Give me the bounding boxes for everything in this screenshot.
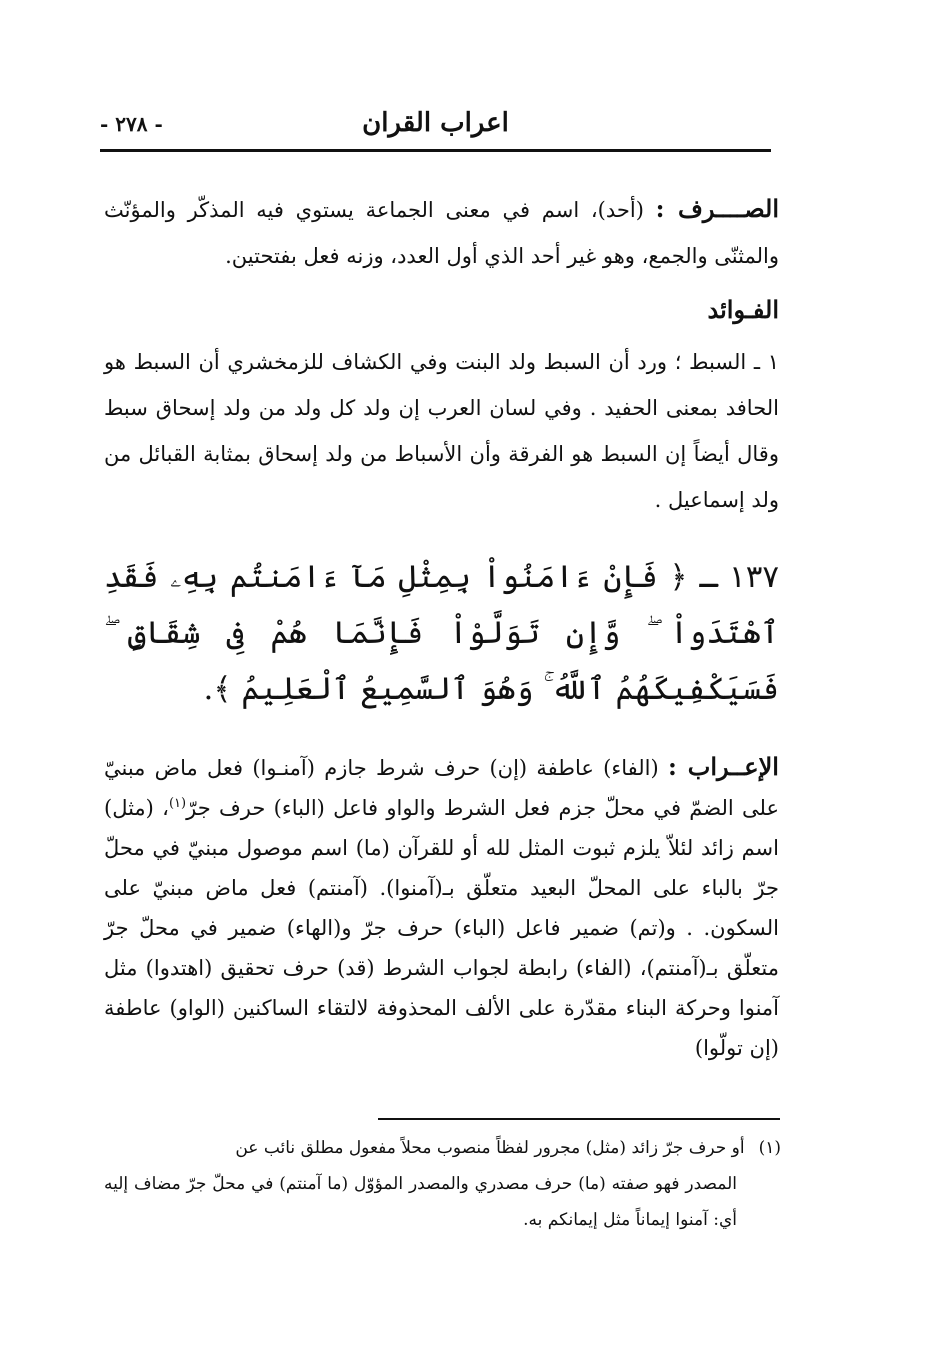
page-number: - ٢٧٨ - — [100, 112, 163, 136]
i3rab-term: الإعــراب : — [667, 752, 779, 781]
page-header — [100, 108, 771, 144]
i3rab-paragraph — [104, 747, 779, 1068]
page-body — [104, 186, 779, 1068]
footnote-1 — [104, 1130, 781, 1238]
sarf-paragraph — [104, 186, 779, 279]
i3rab-text-part1: (الفاء) عاطفة (إن) حرف شرط جازم (آمنـوا) فعل ماض مبنيّ على الضمّ في محلّ جزم فعل الشرط والواو فاعل (الباء) حرف جرّ — [104, 756, 780, 820]
fawaid-paragraph: ١ ـ السبط ؛ ورد أن السبط ولد البنت وفي الكشاف للزمخشري أن السبط هو الحافد بمعنى الحفيد . وفي لسان العرب إن ولد كل ولد من ولد إسحاق سبط وقال أيضاً إن السبط هو الفرقة وأن الأسباط من ولد إسحاق بمثابة القبائل من ولد إسماعيل . — [104, 350, 779, 512]
footnote-reference: (١) — [168, 796, 187, 811]
sarf-term: الصــــرف : — [655, 194, 779, 223]
running-title: اعراب القران — [362, 108, 509, 138]
fawaid-heading: الفـوائد — [707, 295, 779, 324]
verse-text: ﴿ فَإِنْ ءَامَنُواْ بِمِثْلِ مَآ ءَامَنتُم بِهِۦ فَقَدِ ٱهْتَدَواْ ۖ وَّإِن تَوَلَّوْاْ فَإِنَّمَا هُمْ فِى شِقَاقٍ ۖ فَسَيَكْفِيكَهُمُ ٱللَّهُ ۚ وَهُوَ ٱلسَّمِيعُ ٱلْعَلِيمُ ﴾. — [104, 559, 779, 707]
i3rab-text-part2: ، (مثل) اسم زائد لئلاّ يلزم ثبوت المثل لله أو للقرآن (ما) اسم موصول مبنيّ في محلّ جرّ بالباء على المحلّ البعيد متعلّق بـ(آمنوا). (آمنتم) فعل ماض مبنيّ على السكون. . و(تم) ضمير فاعل (الباء) حرف جرّ و(الهاء) ضمير في محلّ جرّ متعلّق بـ(آمنتم)، (الفاء) رابطة لجواب الشرط (قد) حرف تحقيق (اهتدوا) مثل آمنوا وحركة البناء مقدّرة على الألف المحذوفة لالتقاء الساكنين (الواو) عاطفة (إن تولّوا) — [104, 796, 779, 1060]
verse-number: ١٣٧ ـ — [699, 559, 779, 595]
footnote-line-1: أو حرف جرّ زائد (مثل) مجرور لفظاً منصوب محلاً مفعول مطلق نائب عن — [235, 1138, 745, 1158]
quran-verse — [104, 549, 779, 717]
sarf-text: (أحد)، اسم في معنى الجماعة يستوي فيه المذكّر والمؤنّث والمثنّى والجمع، وهو غير أحد الذي أول العدد، وزنه فعل بفتحتين. — [104, 198, 779, 268]
footnote-line-2: المصدر فهو صفته (ما) حرف مصدري والمصدر المؤوّل (ما آمنتم) في محلّ جرّ مضاف إليه أي: آمنوا إيماناً مثل إيمانكم به. — [104, 1174, 737, 1230]
footnote-number: (١) — [758, 1138, 781, 1158]
footnotes — [104, 1130, 781, 1238]
footnote-rule — [378, 1118, 780, 1120]
header-rule — [100, 149, 771, 152]
